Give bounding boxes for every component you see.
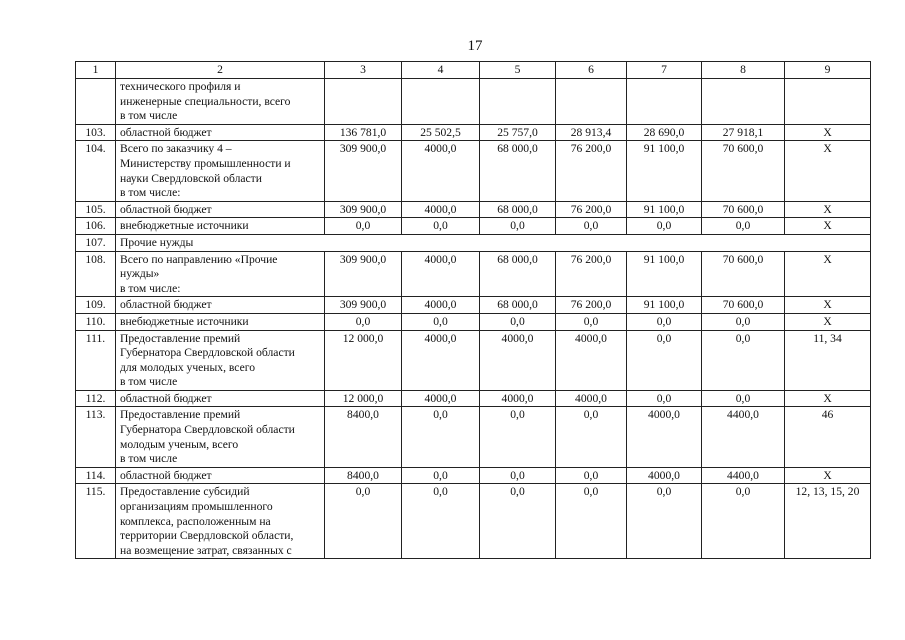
amount-cell: 4400,0 xyxy=(702,407,785,467)
row-name-line: Предоставление премий xyxy=(120,331,241,345)
amount-cell: 91 100,0 xyxy=(627,297,702,314)
target-ref-cell: Х xyxy=(785,467,871,484)
row-number: 109. xyxy=(76,297,116,314)
amount-cell: 0,0 xyxy=(702,484,785,559)
amount-cell: 68 000,0 xyxy=(480,297,556,314)
amount-cell: 25 757,0 xyxy=(480,124,556,141)
amount-cell: 76 200,0 xyxy=(556,297,627,314)
table-row xyxy=(76,218,871,235)
table-row xyxy=(76,124,871,141)
amount-cell: 4000,0 xyxy=(402,141,480,201)
target-ref-cell: Х xyxy=(785,313,871,330)
amount-cell: 25 502,5 xyxy=(402,124,480,141)
amount-cell xyxy=(480,79,556,125)
amount-cell: 68 000,0 xyxy=(480,251,556,297)
table-row xyxy=(76,297,871,314)
amount-cell: 8400,0 xyxy=(325,467,402,484)
row-name-line: Министерству промышленности и xyxy=(120,156,291,170)
row-name-line: внебюджетные источники xyxy=(120,314,249,328)
row-name-line: нужды» xyxy=(120,267,160,281)
target-ref-cell: Х xyxy=(785,141,871,201)
amount-cell: 0,0 xyxy=(480,467,556,484)
row-name-line: в том числе: xyxy=(120,186,181,200)
row-name-line: областной бюджет xyxy=(120,468,212,482)
row-number xyxy=(76,79,116,125)
row-name-line: внебюджетные источники xyxy=(120,219,249,233)
amount-cell: 0,0 xyxy=(480,484,556,559)
amount-cell: 70 600,0 xyxy=(702,141,785,201)
row-name-cell xyxy=(116,330,325,390)
amount-cell: 0,0 xyxy=(627,313,702,330)
amount-cell: 4400,0 xyxy=(702,467,785,484)
amount-cell xyxy=(702,79,785,125)
row-name-line: в том числе xyxy=(120,109,178,123)
row-name-line: науки Свердловской области xyxy=(120,171,262,185)
table-row xyxy=(76,390,871,407)
target-ref-cell: 12, 13, 15, 20 xyxy=(785,484,871,559)
amount-cell: 0,0 xyxy=(556,484,627,559)
amount-cell: 4000,0 xyxy=(402,297,480,314)
row-name-cell xyxy=(116,218,325,235)
amount-cell: 0,0 xyxy=(627,218,702,235)
amount-cell: 4000,0 xyxy=(627,467,702,484)
target-ref-cell: 46 xyxy=(785,407,871,467)
row-name-cell xyxy=(116,124,325,141)
amount-cell: 0,0 xyxy=(325,218,402,235)
amount-cell: 91 100,0 xyxy=(627,201,702,218)
amount-cell: 0,0 xyxy=(325,313,402,330)
amount-cell: 0,0 xyxy=(702,390,785,407)
amount-cell: 0,0 xyxy=(402,218,480,235)
column-header: 6 xyxy=(556,62,627,79)
row-name-line: Прочие нужды xyxy=(120,235,194,249)
row-name-line: комплекса, расположенным на xyxy=(120,514,271,528)
row-number: 114. xyxy=(76,467,116,484)
amount-cell: 0,0 xyxy=(325,484,402,559)
amount-cell: 12 000,0 xyxy=(325,330,402,390)
amount-cell: 4000,0 xyxy=(402,201,480,218)
column-header: 9 xyxy=(785,62,871,79)
column-header: 3 xyxy=(325,62,402,79)
row-name-line: Всего по заказчику 4 – xyxy=(120,142,232,156)
amount-cell: 91 100,0 xyxy=(627,251,702,297)
column-header: 4 xyxy=(402,62,480,79)
amount-cell: 0,0 xyxy=(556,407,627,467)
row-name-line: областной бюджет xyxy=(120,202,212,216)
target-ref-cell: Х xyxy=(785,201,871,218)
amount-cell: 4000,0 xyxy=(627,407,702,467)
table-row xyxy=(76,201,871,218)
row-number: 107. xyxy=(76,234,116,251)
amount-cell: 0,0 xyxy=(480,407,556,467)
amount-cell xyxy=(627,79,702,125)
row-name-cell xyxy=(116,251,325,297)
row-number: 106. xyxy=(76,218,116,235)
column-header: 2 xyxy=(116,62,325,79)
table-row xyxy=(76,234,871,251)
amount-cell: 0,0 xyxy=(627,330,702,390)
target-ref-cell: Х xyxy=(785,297,871,314)
row-name-cell xyxy=(116,141,325,201)
amount-cell: 136 781,0 xyxy=(325,124,402,141)
row-number: 104. xyxy=(76,141,116,201)
amount-cell: 76 200,0 xyxy=(556,201,627,218)
row-name-cell xyxy=(116,484,325,559)
row-name-cell xyxy=(116,407,325,467)
amount-cell: 4000,0 xyxy=(480,330,556,390)
row-number: 111. xyxy=(76,330,116,390)
amount-cell: 68 000,0 xyxy=(480,141,556,201)
row-number: 105. xyxy=(76,201,116,218)
row-name-cell xyxy=(116,201,325,218)
amount-cell: 4000,0 xyxy=(402,390,480,407)
amount-cell: 8400,0 xyxy=(325,407,402,467)
amount-cell: 28 913,4 xyxy=(556,124,627,141)
page-number: 17 xyxy=(467,38,483,54)
amount-cell: 4000,0 xyxy=(402,251,480,297)
table-row xyxy=(76,467,871,484)
row-number: 113. xyxy=(76,407,116,467)
amount-cell xyxy=(556,79,627,125)
amount-cell: 0,0 xyxy=(556,313,627,330)
target-ref-cell: 11, 34 xyxy=(785,330,871,390)
budget-table xyxy=(75,61,871,559)
amount-cell xyxy=(325,79,402,125)
row-name-line: Губернатора Свердловской области xyxy=(120,423,295,437)
amount-cell: 4000,0 xyxy=(402,330,480,390)
amount-cell: 28 690,0 xyxy=(627,124,702,141)
amount-cell: 0,0 xyxy=(556,467,627,484)
amount-cell: 0,0 xyxy=(702,313,785,330)
row-name-line: Всего по направлению «Прочие xyxy=(120,252,278,266)
amount-cell: 0,0 xyxy=(702,330,785,390)
amount-cell: 12 000,0 xyxy=(325,390,402,407)
amount-cell: 0,0 xyxy=(402,313,480,330)
table-row xyxy=(76,251,871,297)
column-header: 5 xyxy=(480,62,556,79)
row-number: 112. xyxy=(76,390,116,407)
row-name-line: на возмещение затрат, связанных с xyxy=(120,543,292,557)
row-name-line: молодым ученым, всего xyxy=(120,437,239,451)
row-name-line: для молодых ученых, всего xyxy=(120,360,255,374)
amount-cell: 70 600,0 xyxy=(702,297,785,314)
amount-cell: 0,0 xyxy=(402,484,480,559)
row-name-line: в том числе xyxy=(120,452,178,466)
row-name-line: в том числе xyxy=(120,375,178,389)
column-number-row xyxy=(76,62,871,79)
row-name-cell xyxy=(116,467,325,484)
row-name-line: в том числе: xyxy=(120,281,181,295)
amount-cell: 309 900,0 xyxy=(325,297,402,314)
row-name-line: инженерные специальности, всего xyxy=(120,94,291,108)
row-name-line: областной бюджет xyxy=(120,391,212,405)
target-ref-cell: Х xyxy=(785,251,871,297)
amount-cell: 70 600,0 xyxy=(702,251,785,297)
row-name-line: областной бюджет xyxy=(120,125,212,139)
amount-cell: 27 918,1 xyxy=(702,124,785,141)
table-row xyxy=(76,484,871,559)
table-row xyxy=(76,330,871,390)
target-ref-cell xyxy=(785,79,871,125)
table-row xyxy=(76,313,871,330)
column-header: 1 xyxy=(76,62,116,79)
row-number: 115. xyxy=(76,484,116,559)
row-name-line: организациям промышленного xyxy=(120,500,273,514)
amount-cell: 4000,0 xyxy=(480,390,556,407)
target-ref-cell: Х xyxy=(785,390,871,407)
amount-cell: 4000,0 xyxy=(556,330,627,390)
row-number: 108. xyxy=(76,251,116,297)
amount-cell: 70 600,0 xyxy=(702,201,785,218)
amount-cell: 0,0 xyxy=(402,467,480,484)
amount-cell: 0,0 xyxy=(480,218,556,235)
amount-cell: 91 100,0 xyxy=(627,141,702,201)
table-row xyxy=(76,407,871,467)
column-header: 7 xyxy=(627,62,702,79)
row-name-cell xyxy=(116,297,325,314)
amount-cell: 309 900,0 xyxy=(325,251,402,297)
amount-cell: 0,0 xyxy=(480,313,556,330)
row-name-cell xyxy=(116,390,325,407)
table-row xyxy=(76,79,871,125)
row-number: 103. xyxy=(76,124,116,141)
amount-cell: 68 000,0 xyxy=(480,201,556,218)
amount-cell: 309 900,0 xyxy=(325,201,402,218)
amount-cell: 309 900,0 xyxy=(325,141,402,201)
amount-cell: 0,0 xyxy=(556,218,627,235)
row-number: 110. xyxy=(76,313,116,330)
amount-cell: 0,0 xyxy=(627,390,702,407)
row-name-cell xyxy=(116,313,325,330)
row-name-line: Предоставление субсидий xyxy=(120,485,250,499)
amount-cell: 76 200,0 xyxy=(556,251,627,297)
amount-cell xyxy=(402,79,480,125)
column-header: 8 xyxy=(702,62,785,79)
row-name-cell xyxy=(116,234,871,251)
row-name-line: областной бюджет xyxy=(120,298,212,312)
amount-cell: 0,0 xyxy=(402,407,480,467)
row-name-line: технического профиля и xyxy=(120,80,241,93)
amount-cell: 4000,0 xyxy=(556,390,627,407)
amount-cell: 0,0 xyxy=(702,218,785,235)
amount-cell: 76 200,0 xyxy=(556,141,627,201)
target-ref-cell: Х xyxy=(785,124,871,141)
target-ref-cell: Х xyxy=(785,218,871,235)
amount-cell: 0,0 xyxy=(627,484,702,559)
row-name-line: территории Свердловской области, xyxy=(120,529,294,543)
row-name-line: Губернатора Свердловской области xyxy=(120,346,295,360)
table-row xyxy=(76,141,871,201)
row-name-cell xyxy=(116,79,325,125)
row-name-line: Предоставление премий xyxy=(120,408,241,422)
